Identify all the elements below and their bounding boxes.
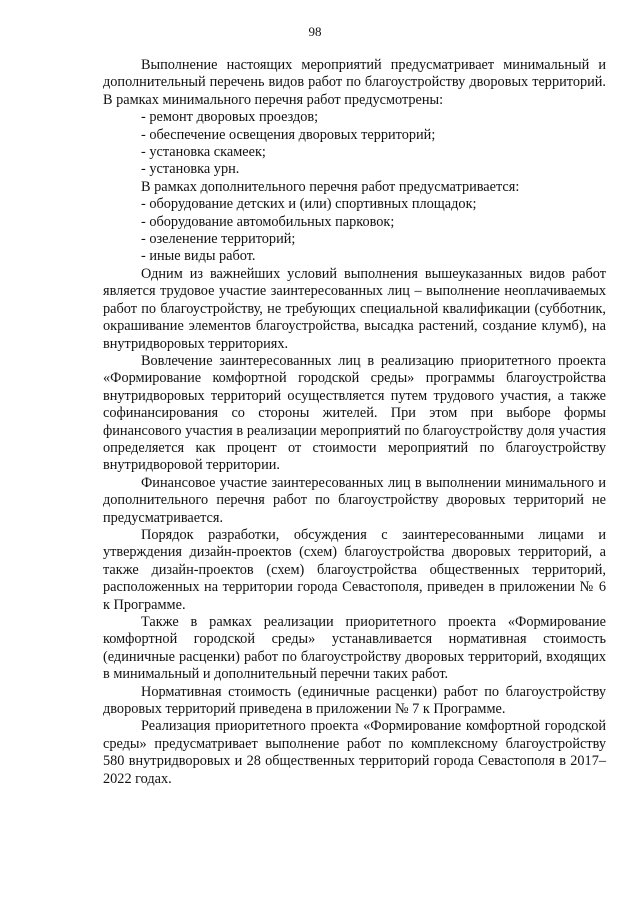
list-item: - установка скамеек; [141,144,266,161]
paragraph-involvement: Вовлечение заинтересованных лиц в реализацию приоритетного проекта «Формирование комфортной городской среды» программы благоустройства внутридворовых территорий осуществляется путем трудового участия, а также софинансирования со стороны жителей. При этом при выборе формы финансового участия в реализации мероприятий по благоустройству доля участия определяется как процент от стоимости мероприятий по благоустройству внутридворовой территории. [103,352,606,474]
list-item: - иные виды работ. [141,248,256,265]
list-item: - озеленение территорий; [141,231,296,248]
paragraph-labor-participation: Одним из важнейших условий выполнения вышеуказанных видов работ является трудовое участие заинтересованных лиц – выполнение неоплачиваемых работ по благоустройству, не требующих специальной квалификации (субботник, окрашивание элементов благоустройства, высадка растений, создание клумб), на внутридворовых территориях. [103,265,606,352]
paragraph-normative-cost: Также в рамках реализации приоритетного проекта «Формирование комфортной городской среды» устанавливается нормативная стоимость (единичные расценки) работ по благоустройству дворовых территорий, входящих в минимальный и дополнительный перечни таких работ. [103,614,606,683]
paragraph-normative-cost-appendix: Нормативная стоимость (единичные расценки) работ по благоустройству дворовых территорий приведена в приложении № 7 к Программе. [103,683,606,718]
document-body [103,57,606,788]
list-item: - ремонт дворовых проездов; [141,109,319,126]
list-item: - оборудование детских и (или) спортивных площадок; [141,196,477,213]
list-item: - оборудование автомобильных парковок; [141,213,395,230]
list-item: - установка урн. [141,161,240,178]
paragraph-implementation: Реализация приоритетного проекта «Формирование комфортной городской среды» предусматривает выполнение работ по комплексному благоустройству 580 внутридворовых и 28 общественных территорий города Севастополя в 2017–2022 годах. [103,718,606,787]
list-item: - обеспечение освещения дворовых территорий; [141,126,436,143]
minimal-works-list [103,109,606,266]
paragraph-intro: Выполнение настоящих мероприятий предусматривает минимальный и дополнительный перечень видов работ по благоустройству дворовых территорий. В рамках минимального перечня работ предусмотрены: [103,57,606,108]
page-number: 98 [308,24,322,39]
paragraph-financial-participation: Финансовое участие заинтересованных лиц в выполнении минимального и дополнительного перечня работ по благоустройству дворовых территорий не предусматривается. [103,474,606,526]
additional-list-heading: В рамках дополнительного перечня работ предусматривается: [141,178,520,195]
paragraph-design-projects: Порядок разработки, обсуждения с заинтересованными лицами и утверждения дизайн-проектов (схем) благоустройства дворовых территорий, а также дизайн-проектов (схем) благоустройства общественных территорий, расположенных на территории города Севастополя, приведен в приложении № 6 к Программе. [103,526,606,613]
